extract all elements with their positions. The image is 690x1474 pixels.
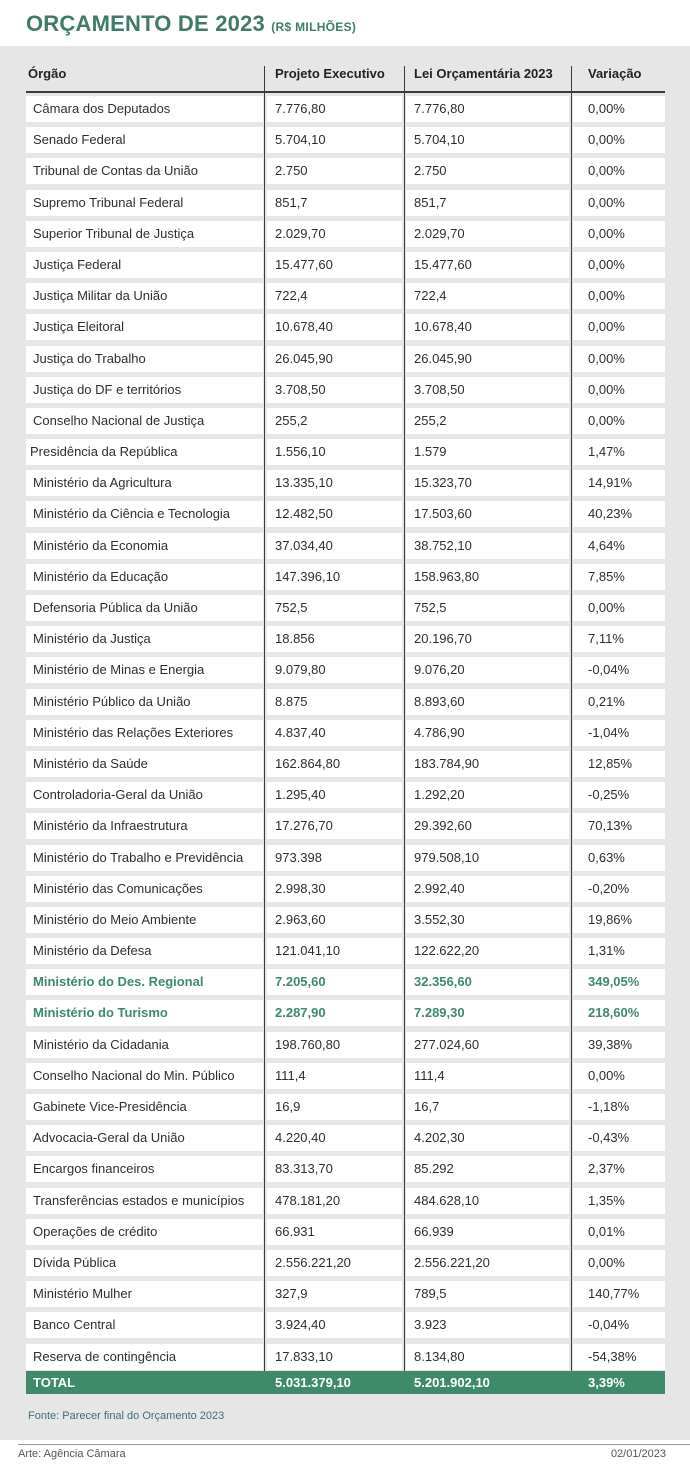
cell-variacao: 70,13% (573, 813, 665, 839)
cell-lei: 122.622,20 (406, 938, 569, 964)
cell-lei: 722,4 (406, 283, 569, 309)
cell-orgao: Conselho Nacional de Justiça (26, 408, 263, 434)
cell-orgao: Banco Central (26, 1312, 263, 1338)
cell-projeto: 2.029,70 (267, 221, 402, 247)
table-row (26, 1341, 665, 1372)
table-body (26, 93, 665, 1372)
cell-lei: 2.556.221,20 (406, 1250, 569, 1276)
cell-variacao: 0,00% (573, 377, 665, 403)
cell-variacao: 7,11% (573, 626, 665, 652)
cell-lei: 15.477,60 (406, 252, 569, 278)
cell-projeto: 1.295,40 (267, 782, 402, 808)
cell-projeto: 851,7 (267, 190, 402, 216)
cell-lei: 752,5 (406, 595, 569, 621)
table-row (26, 187, 665, 218)
cell-variacao: 2,37% (573, 1156, 665, 1182)
cell-projeto: 3.924,40 (267, 1312, 402, 1338)
table-row (26, 997, 665, 1028)
cell-projeto: 722,4 (267, 283, 402, 309)
cell-variacao: 0,00% (573, 283, 665, 309)
total-label: TOTAL (33, 1375, 76, 1390)
cell-lei: 158.963,80 (406, 564, 569, 590)
cell-lei: 2.750 (406, 158, 569, 184)
cell-variacao: -54,38% (573, 1344, 665, 1370)
cell-variacao: 0,00% (573, 252, 665, 278)
total-row (26, 1371, 665, 1394)
cell-variacao: 0,00% (573, 595, 665, 621)
cell-orgao: Ministério da Infraestrutura (26, 813, 263, 839)
cell-orgao: Ministério das Comunicações (26, 876, 263, 902)
cell-projeto: 327,9 (267, 1281, 402, 1307)
cell-variacao: 0,00% (573, 158, 665, 184)
cell-lei: 66.939 (406, 1219, 569, 1245)
cell-orgao: Ministério do Trabalho e Previdência (26, 845, 263, 871)
table-row (26, 249, 665, 280)
table-row (26, 280, 665, 311)
cell-projeto: 8.875 (267, 689, 402, 715)
cell-projeto: 83.313,70 (267, 1156, 402, 1182)
table-row (26, 779, 665, 810)
cell-variacao: 7,85% (573, 564, 665, 590)
cell-lei: 277.024,60 (406, 1032, 569, 1058)
table-row (26, 717, 665, 748)
cell-orgao: Ministério da Ciência e Tecnologia (26, 501, 263, 527)
cell-lei: 4.202,30 (406, 1125, 569, 1151)
cell-lei: 5.704,10 (406, 127, 569, 153)
cell-orgao: Ministério da Justiça (26, 626, 263, 652)
cell-projeto: 13.335,10 (267, 470, 402, 496)
cell-projeto: 121.041,10 (267, 938, 402, 964)
cell-projeto: 7.205,60 (267, 969, 402, 995)
table-row (26, 93, 665, 124)
table-row (26, 1185, 665, 1216)
cell-orgao: Defensoria Pública da União (26, 595, 263, 621)
col-header-projeto: Projeto Executivo (275, 66, 385, 81)
cell-orgao: Justiça Militar da União (26, 283, 263, 309)
table-row (26, 124, 665, 155)
table-row (26, 405, 665, 436)
cell-variacao: 4,64% (573, 533, 665, 559)
cell-lei: 7.776,80 (406, 96, 569, 122)
cell-variacao: 1,47% (573, 439, 665, 465)
table-row (26, 748, 665, 779)
table-row (26, 155, 665, 186)
cell-variacao: 0,00% (573, 127, 665, 153)
cell-orgao: Ministério da Agricultura (26, 470, 263, 496)
cell-projeto: 478.181,20 (267, 1188, 402, 1214)
col-header-lei: Lei Orçamentária 2023 (414, 66, 553, 81)
cell-variacao: -1,04% (573, 720, 665, 746)
cell-orgao: Ministério da Economia (26, 533, 263, 559)
cell-projeto: 2.750 (267, 158, 402, 184)
cell-projeto: 66.931 (267, 1219, 402, 1245)
cell-variacao: 39,38% (573, 1032, 665, 1058)
cell-lei: 9.076,20 (406, 657, 569, 683)
cell-orgao: Senado Federal (26, 127, 263, 153)
cell-lei: 111,4 (406, 1063, 569, 1089)
cell-projeto: 255,2 (267, 408, 402, 434)
cell-lei: 8.134,80 (406, 1344, 569, 1370)
cell-orgao: Encargos financeiros (26, 1156, 263, 1182)
cell-variacao: 0,00% (573, 1250, 665, 1276)
cell-lei: 15.323,70 (406, 470, 569, 496)
cell-variacao: 14,91% (573, 470, 665, 496)
total-variacao: 3,39% (588, 1375, 625, 1390)
col-header-orgao: Órgão (28, 66, 67, 81)
cell-variacao: 19,86% (573, 907, 665, 933)
cell-lei: 26.045,90 (406, 346, 569, 372)
cell-orgao: Justiça Eleitoral (26, 314, 263, 340)
cell-lei: 3.708,50 (406, 377, 569, 403)
table-row (26, 311, 665, 342)
table-panel (0, 46, 690, 1440)
cell-variacao: 1,31% (573, 938, 665, 964)
cell-projeto: 752,5 (267, 595, 402, 621)
cell-projeto: 2.287,90 (267, 1000, 402, 1026)
col-header-variacao: Variação (588, 66, 642, 81)
cell-orgao: Ministério do Des. Regional (26, 969, 263, 995)
cell-orgao: Operações de crédito (26, 1219, 263, 1245)
column-divider (264, 66, 265, 1388)
cell-orgao: Justiça do Trabalho (26, 346, 263, 372)
source-note: Fonte: Parecer final do Orçamento 2023 (28, 1410, 225, 1422)
cell-orgao: Advocacia-Geral da União (26, 1125, 263, 1151)
cell-variacao: 140,77% (573, 1281, 665, 1307)
table-row (26, 436, 665, 467)
cell-variacao: 0,00% (573, 314, 665, 340)
cell-orgao: Supremo Tribunal Federal (26, 190, 263, 216)
cell-projeto: 18.856 (267, 626, 402, 652)
cell-projeto: 162.864,80 (267, 751, 402, 777)
cell-orgao: Ministério do Meio Ambiente (26, 907, 263, 933)
cell-orgao: Reserva de contingência (26, 1344, 263, 1370)
table-row (26, 218, 665, 249)
table-row (26, 904, 665, 935)
cell-projeto: 4.220,40 (267, 1125, 402, 1151)
cell-projeto: 9.079,80 (267, 657, 402, 683)
cell-lei: 2.029,70 (406, 221, 569, 247)
cell-orgao: Ministério do Turismo (26, 1000, 263, 1026)
cell-variacao: 0,01% (573, 1219, 665, 1245)
cell-orgao: Justiça Federal (26, 252, 263, 278)
cell-orgao: Ministério das Relações Exteriores (26, 720, 263, 746)
cell-orgao: Transferências estados e municípios (26, 1188, 263, 1214)
cell-orgao: Ministério Público da União (26, 689, 263, 715)
cell-lei: 20.196,70 (406, 626, 569, 652)
table-row (26, 592, 665, 623)
cell-orgao: Superior Tribunal de Justiça (26, 221, 263, 247)
title-text: ORÇAMENTO DE 2023 (26, 11, 265, 36)
cell-projeto: 37.034,40 (267, 533, 402, 559)
footer (0, 1440, 690, 1474)
table-row (26, 530, 665, 561)
table-row (26, 467, 665, 498)
cell-projeto: 2.998,30 (267, 876, 402, 902)
cell-orgao: Controladoria-Geral da União (26, 782, 263, 808)
cell-projeto: 4.837,40 (267, 720, 402, 746)
table-row (26, 1060, 665, 1091)
table-row (26, 966, 665, 997)
cell-lei: 255,2 (406, 408, 569, 434)
table-header (26, 46, 665, 94)
total-lei: 5.201.902,10 (414, 1375, 490, 1390)
table-row (26, 1153, 665, 1184)
table-row (26, 654, 665, 685)
cell-variacao: 0,00% (573, 221, 665, 247)
cell-projeto: 16,9 (267, 1094, 402, 1120)
cell-orgao: Ministério de Minas e Energia (26, 657, 263, 683)
table-row (26, 935, 665, 966)
cell-orgao: Conselho Nacional do Min. Público (26, 1063, 263, 1089)
table-row (26, 343, 665, 374)
cell-lei: 4.786,90 (406, 720, 569, 746)
cell-projeto: 147.396,10 (267, 564, 402, 590)
table-row (26, 810, 665, 841)
table-row (26, 1091, 665, 1122)
date: 02/01/2023 (610, 1448, 666, 1460)
cell-projeto: 2.556.221,20 (267, 1250, 402, 1276)
cell-variacao: 0,63% (573, 845, 665, 871)
cell-lei: 2.992,40 (406, 876, 569, 902)
cell-variacao: 349,05% (573, 969, 665, 995)
cell-variacao: -1,18% (573, 1094, 665, 1120)
cell-projeto: 5.704,10 (267, 127, 402, 153)
cell-variacao: -0,25% (573, 782, 665, 808)
cell-projeto: 2.963,60 (267, 907, 402, 933)
total-projeto: 5.031.379,10 (275, 1375, 351, 1390)
cell-variacao: 1,35% (573, 1188, 665, 1214)
title-unit: (R$ MILHÕES) (271, 20, 357, 34)
table-row (26, 686, 665, 717)
cell-lei: 851,7 (406, 190, 569, 216)
title-bar (0, 0, 690, 46)
cell-lei: 789,5 (406, 1281, 569, 1307)
cell-variacao: -0,43% (573, 1125, 665, 1151)
cell-orgao: Ministério da Educação (26, 564, 263, 590)
cell-variacao: -0,20% (573, 876, 665, 902)
cell-lei: 29.392,60 (406, 813, 569, 839)
cell-variacao: 0,21% (573, 689, 665, 715)
cell-orgao: Justiça do DF e territórios (26, 377, 263, 403)
cell-projeto: 17.833,10 (267, 1344, 402, 1370)
cell-variacao: 0,00% (573, 1063, 665, 1089)
cell-lei: 3.923 (406, 1312, 569, 1338)
cell-variacao: 218,60% (573, 1000, 665, 1026)
cell-variacao: 0,00% (573, 346, 665, 372)
cell-variacao: -0,04% (573, 1312, 665, 1338)
cell-orgao: Presidência da República (26, 439, 263, 465)
cell-lei: 17.503,60 (406, 501, 569, 527)
cell-lei: 1.579 (406, 439, 569, 465)
table-row (26, 1216, 665, 1247)
cell-projeto: 17.276,70 (267, 813, 402, 839)
cell-lei: 32.356,60 (406, 969, 569, 995)
table-row (26, 1309, 665, 1340)
cell-orgao: Ministério da Cidadania (26, 1032, 263, 1058)
cell-variacao: 0,00% (573, 190, 665, 216)
cell-projeto: 10.678,40 (267, 314, 402, 340)
column-divider (571, 66, 572, 1388)
cell-projeto: 1.556,10 (267, 439, 402, 465)
cell-projeto: 26.045,90 (267, 346, 402, 372)
cell-orgao: Ministério da Saúde (26, 751, 263, 777)
cell-lei: 7.289,30 (406, 1000, 569, 1026)
cell-lei: 979.508,10 (406, 845, 569, 871)
cell-variacao: 0,00% (573, 408, 665, 434)
cell-projeto: 111,4 (267, 1063, 402, 1089)
page-title (26, 11, 356, 37)
cell-variacao: -0,04% (573, 657, 665, 683)
cell-lei: 1.292,20 (406, 782, 569, 808)
column-divider (404, 66, 405, 1388)
cell-projeto: 973.398 (267, 845, 402, 871)
cell-variacao: 40,23% (573, 501, 665, 527)
table-row (26, 1247, 665, 1278)
table-row (26, 623, 665, 654)
cell-variacao: 12,85% (573, 751, 665, 777)
cell-orgao: Dívida Pública (26, 1250, 263, 1276)
cell-orgao: Câmara dos Deputados (26, 96, 263, 122)
table-row (26, 1122, 665, 1153)
cell-lei: 183.784,90 (406, 751, 569, 777)
cell-lei: 85.292 (406, 1156, 569, 1182)
table-row (26, 1029, 665, 1060)
table-row (26, 1278, 665, 1309)
cell-projeto: 15.477,60 (267, 252, 402, 278)
cell-orgao: Ministério Mulher (26, 1281, 263, 1307)
cell-lei: 38.752,10 (406, 533, 569, 559)
table-row (26, 873, 665, 904)
credit: Arte: Agência Câmara (18, 1448, 126, 1460)
cell-lei: 484.628,10 (406, 1188, 569, 1214)
cell-lei: 10.678,40 (406, 314, 569, 340)
cell-orgao: Tribunal de Contas da União (26, 158, 263, 184)
cell-projeto: 7.776,80 (267, 96, 402, 122)
cell-orgao: Ministério da Defesa (26, 938, 263, 964)
cell-projeto: 3.708,50 (267, 377, 402, 403)
table-row (26, 498, 665, 529)
cell-projeto: 198.760,80 (267, 1032, 402, 1058)
table-row (26, 842, 665, 873)
cell-variacao: 0,00% (573, 96, 665, 122)
cell-projeto: 12.482,50 (267, 501, 402, 527)
table-row (26, 374, 665, 405)
cell-lei: 8.893,60 (406, 689, 569, 715)
table-row (26, 561, 665, 592)
footer-rule (18, 1444, 690, 1445)
cell-lei: 3.552,30 (406, 907, 569, 933)
cell-lei: 16,7 (406, 1094, 569, 1120)
cell-orgao: Gabinete Vice-Presidência (26, 1094, 263, 1120)
